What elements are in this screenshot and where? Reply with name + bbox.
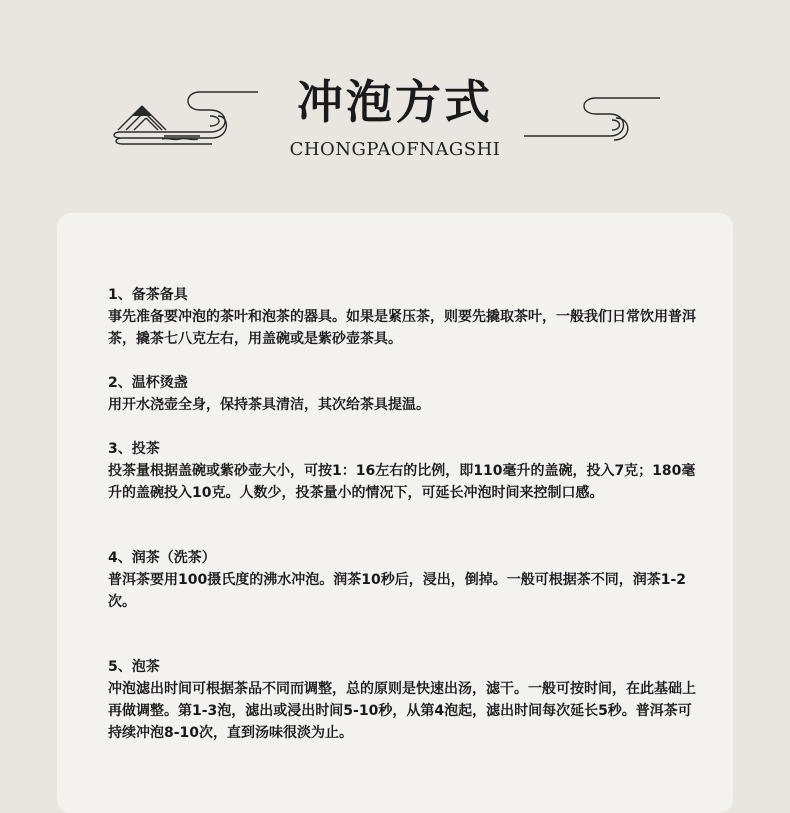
step-section: [108, 438, 698, 504]
step-title: 2、温杯烫盏: [108, 375, 188, 391]
brewing-steps: [108, 284, 698, 766]
page-subtitle: CHONGPAOFNAGSHI: [289, 139, 501, 160]
step-section: [108, 372, 698, 416]
step-section: [108, 656, 698, 744]
step-section: [108, 547, 698, 613]
cloud-wave-ornament-icon: [520, 94, 666, 142]
step-title: 1、备茶备具: [108, 287, 188, 303]
step-body: 投茶量根据盖碗或紫砂壶大小，可按1：16左右的比例，即110毫升的盖碗，投入7克；180毫升的盖碗投入10克。人数少，投茶量小的情况下，可延长冲泡时间来控制口感。: [108, 463, 696, 501]
page-header: [0, 0, 790, 200]
step-body: 冲泡滤出时间可根据茶品不同而调整，总的原则是快速出汤，滤干。一般可按时间，在此基础上再做调整。第1-3泡，滤出或浸出时间5-10秒，从第4泡起，滤出时间每次延长5秒。普洱茶可持续冲泡8-10次，直到汤味很淡为止。: [108, 681, 696, 741]
step-title: 5、泡茶: [108, 659, 160, 675]
step-body: 事先准备要冲泡的茶叶和泡茶的器具。如果是紧压茶，则要先撬取茶叶，一般我们日常饮用普洱茶，撬茶七八克左右，用盖碗或是紫砂壶茶具。: [108, 309, 696, 347]
step-title: 4、润茶（洗茶）: [108, 550, 216, 566]
step-body: 用开水浇壶全身，保持茶具清洁，其次给茶具提温。: [108, 397, 430, 413]
step-title: 3、投茶: [108, 441, 160, 457]
step-section: [108, 284, 698, 350]
step-body: 普洱茶要用100摄氏度的沸水冲泡。润茶10秒后，浸出，倒掉。一般可根据茶不同，润茶1-2次。: [108, 572, 686, 610]
page-title: 冲泡方式: [297, 75, 493, 129]
